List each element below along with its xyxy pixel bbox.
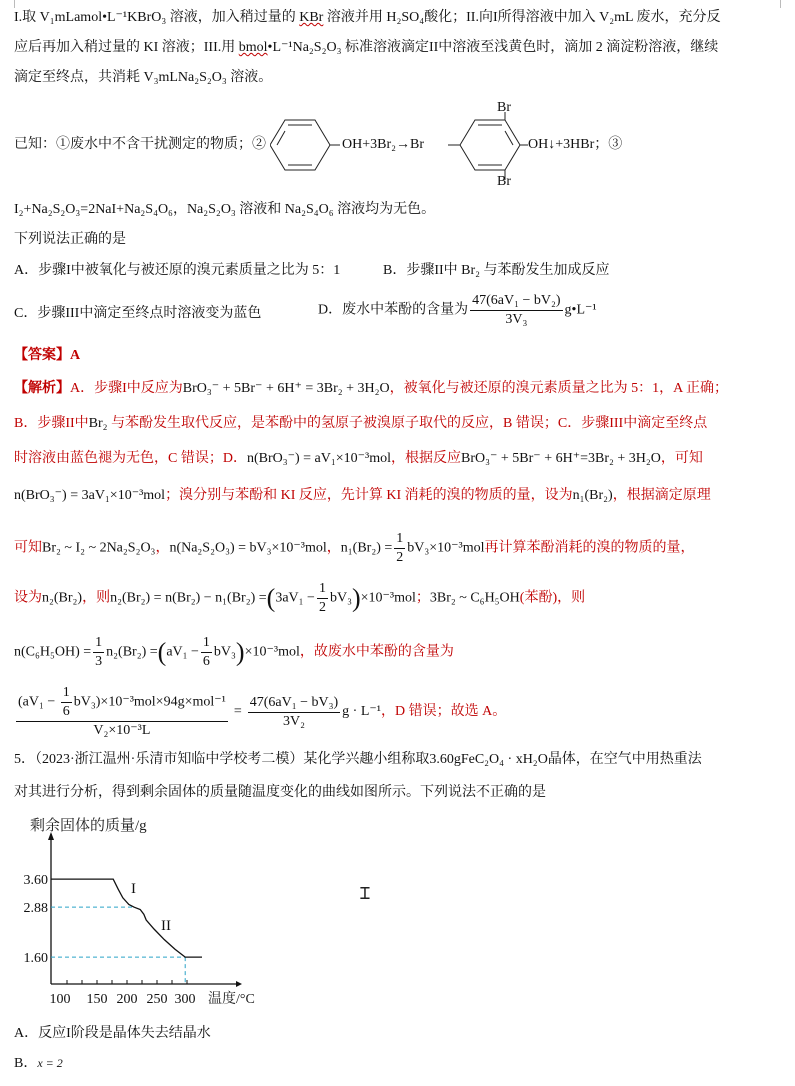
analysis-line	[14, 634, 454, 671]
denominator: 6	[202, 654, 210, 669]
formula: bV₃×10⁻³mol	[407, 540, 485, 556]
x-tick-label: 200	[116, 992, 138, 1007]
paren: )	[351, 583, 361, 613]
question-paragraph-line	[14, 38, 718, 58]
formula: n(C₆H₅OH) =	[14, 644, 92, 660]
x-tick-label: 300	[174, 992, 196, 1007]
equation: BrO₃⁻ + 5Br⁻ + 6H⁺ = 3Br₂ + 3H₂O	[182, 381, 390, 396]
text: ；溴分别与苯酚和 KI 反应，先计算 KI 消耗的溴的物质的量，设为	[165, 488, 573, 503]
text: 5．（2023·浙江温州·乐清市知临中学校考二模）某化学兴趣小组称取	[14, 752, 430, 767]
text: 再计算苯酚消耗的溴的物质的量，	[484, 540, 695, 556]
text: B．步骤II中	[14, 416, 89, 431]
equation: BrO₃⁻ + 5Br⁻ + 6H⁺=3Br₂ + 3H₂O	[461, 451, 661, 466]
known-conditions: 已知：①废水中不含干扰测定的物质；②	[14, 137, 266, 152]
text: 与苯酚发生取代反应，是苯酚中的氢原子被溴原子取代的反应，B 错误；C．步骤III中滴定至终点	[107, 416, 708, 431]
option-d	[318, 292, 597, 329]
text: ，被氧化与被还原的溴元素质量之比为 5：1，A 正确；	[389, 381, 728, 396]
formula: bV₃	[329, 590, 352, 606]
option-value: x = 2	[37, 1056, 63, 1070]
y-axis-label: 剩余固体的质量/g	[30, 818, 147, 834]
text: ，根据滴定原理	[612, 488, 711, 503]
formula: Br₂	[88, 416, 108, 431]
paren: (	[157, 637, 167, 667]
option-a: A．步骤I中被氧化与被还原的溴元素质量之比为 5：1	[14, 263, 341, 278]
question5-line	[14, 750, 702, 770]
y-tick-label: 3.60	[23, 873, 48, 889]
formula: aV₁ −	[166, 644, 199, 660]
denominator: 3V₃	[505, 312, 528, 327]
fraction	[248, 694, 340, 731]
formula: Br₂ ~ I₂ ~ 2Na₂S₂O₃	[42, 540, 156, 556]
q5-option-a: A．反应I阶段是晶体失去结晶水	[14, 1026, 211, 1041]
denominator: V₂×10⁻³L	[93, 723, 151, 738]
big-fraction	[16, 684, 228, 740]
numerator: 1	[394, 530, 405, 549]
formula: bV₃	[213, 644, 236, 660]
paren: (	[266, 583, 276, 613]
formula: 3aV₁ −	[275, 590, 315, 606]
option-b: B．步骤II中 Br₂ 与苯酚发生加成反应	[383, 263, 610, 278]
question-stem: 下列说法正确的是	[14, 232, 126, 247]
y-tick-label: 2.88	[23, 901, 48, 917]
analysis-line	[14, 379, 728, 399]
denominator: 6	[62, 704, 70, 719]
answer-label: 【答案】	[14, 348, 70, 363]
question5-line: 对其进行分析，得到剩余固体的质量随温度变化的曲线如图所示。下列说法不正确的是	[14, 785, 546, 800]
answer-line	[14, 346, 80, 366]
question-paragraph-line	[14, 8, 721, 28]
formula: bV₃)×10⁻³mol×94g×mol⁻¹	[73, 694, 226, 710]
option-label: B．	[14, 1056, 38, 1071]
answer-value: A	[70, 348, 81, 363]
analysis-line	[14, 684, 506, 740]
denominator: 3V₂	[282, 713, 305, 729]
mass-curve	[51, 879, 202, 957]
numerator: 1	[93, 634, 104, 653]
text: 可知	[14, 540, 42, 556]
formula: (aV₁ −	[18, 694, 59, 710]
stage-label: II	[161, 918, 171, 934]
paren: )	[235, 637, 245, 667]
equals: =	[233, 704, 242, 720]
fraction	[201, 634, 212, 671]
option-c: C．步骤III中滴定至终点时溶液变为蓝色	[14, 306, 262, 321]
question-paragraph-line: 滴定至终点，共消耗 V₃mLNa₂S₂O₃ 溶液。	[14, 70, 273, 85]
numerator: 1	[317, 580, 328, 599]
known-condition-3: I₂+Na₂S₂O₃=2NaI+Na₂S₄O₆，Na₂S₂O₃ 溶液和 Na₂S₄O₆ 溶液均为无色。	[14, 202, 436, 217]
formula: n(BrO₃⁻) = 3aV₁×10⁻³mol	[14, 488, 166, 503]
text: 设为	[14, 590, 42, 606]
text: I.取 V₁mLamol•L⁻¹KBrO₃ 溶液，加入稍过量的	[14, 10, 300, 25]
spellcheck-word: bmol	[238, 40, 268, 55]
text: ，则	[82, 590, 111, 606]
numerator: 1	[201, 634, 212, 653]
text: •L⁻¹Na₂S₂O₃ 标准溶液滴定II中溶液至浅黄色时，滴加 2 滴淀粉溶液，继续	[267, 40, 719, 55]
denominator: 3	[95, 654, 103, 669]
analysis-line	[14, 486, 711, 506]
x-axis-label: 温度/°C	[208, 992, 255, 1007]
formula: ×10⁻³mol	[244, 644, 300, 660]
formula: n₂(Br₂) = n(Br₂) − n₁(Br₂) =	[110, 590, 267, 606]
x-axis-arrow-icon	[236, 981, 242, 987]
text: (苯酚)，则	[519, 590, 586, 606]
stage-label: I	[131, 881, 136, 897]
text: 时溶液由蓝色褪为无色，C 错误；D．	[14, 451, 247, 466]
text: ，D 错误；故选 A。	[380, 704, 507, 720]
tribromophenol-ring-structure	[448, 112, 528, 180]
denominator: 2	[318, 600, 326, 615]
fraction	[394, 530, 405, 567]
bromine-top-label: Br	[497, 100, 511, 115]
numerator: 47(6aV₁ − bV₂)	[470, 292, 562, 311]
denominator: 2	[396, 550, 404, 565]
reaction-middle: OH+3Br₂→Br	[342, 137, 424, 152]
text: ，根据反应	[391, 451, 462, 466]
phenol-ring-structure	[270, 115, 340, 175]
numerator: 1	[61, 684, 72, 703]
spellcheck-word: KBr	[299, 10, 324, 25]
reaction-suffix: OH↓+3HBr；③	[528, 137, 623, 152]
analysis-line	[14, 449, 703, 469]
formula: n(Na₂S₂O₃) = bV₃×10⁻³mol	[169, 540, 327, 556]
y-tick-label: 1.60	[23, 951, 48, 967]
q5-option-b	[14, 1053, 63, 1074]
text: ，可知	[660, 451, 703, 466]
text: 应后再加入稍过量的 KI 溶液；III.用	[14, 40, 239, 55]
text: ，故废水中苯酚的含量为	[299, 644, 454, 660]
text: D．废水中苯酚的含量为	[318, 302, 469, 318]
numerator	[16, 684, 228, 722]
page-corner-mark	[780, 0, 781, 8]
x-tick-label: 250	[146, 992, 168, 1007]
text-cursor-icon: Ꮖ	[360, 886, 371, 903]
analysis-line	[14, 580, 585, 617]
numerator: 47(6aV₁ − bV₃)	[248, 694, 340, 713]
text: ，	[155, 540, 170, 556]
text: 晶体，在空气中用热重法	[547, 752, 702, 767]
x-tick-label: 150	[86, 992, 108, 1007]
x-tick-label: 100	[49, 992, 71, 1007]
formula: ×10⁻³mol	[360, 590, 416, 606]
text: 溶液并用 H₂SO₄酸化；II.向I所得溶液中加入 V₂mL 废水，充分反	[323, 10, 721, 25]
fraction	[317, 580, 328, 617]
fraction	[470, 292, 562, 329]
analysis-line	[14, 530, 695, 567]
unit: g•L⁻¹	[564, 302, 597, 318]
formula: 3Br₂ ~ C₆H₅OH	[429, 590, 520, 606]
text: ；	[415, 590, 430, 606]
fraction	[93, 634, 104, 671]
text: A．步骤I中反应为	[70, 381, 183, 396]
tga-chart	[0, 812, 300, 1012]
formula: n₁(Br₂)	[572, 488, 613, 503]
unit: g · L⁻¹	[342, 704, 381, 720]
formula: n₁(Br₂) =	[340, 540, 393, 556]
formula: 3.60gFeC₂O₄ · xH₂O	[429, 752, 548, 767]
page-corner-mark	[14, 0, 15, 8]
formula: n(BrO₃⁻) = aV₁×10⁻³mol	[246, 451, 392, 466]
formula: n₂(Br₂)	[42, 590, 83, 606]
fraction	[61, 684, 72, 721]
text: ，	[326, 540, 341, 556]
bromine-bottom-label: Br	[497, 174, 511, 189]
analysis-label: 【解析】	[14, 381, 70, 396]
analysis-line	[14, 414, 707, 434]
formula: n₂(Br₂) =	[106, 644, 158, 660]
